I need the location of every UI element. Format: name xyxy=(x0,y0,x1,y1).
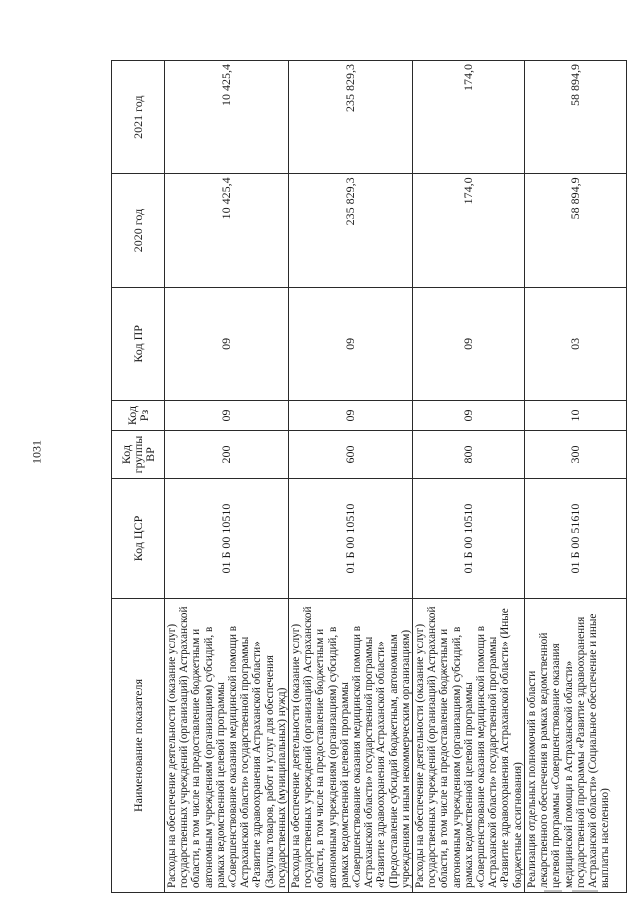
cell-pr: 09 xyxy=(289,287,413,400)
scan-mark xyxy=(572,890,598,892)
header-row xyxy=(112,61,165,893)
cell-csr: 01 Б 00 10510 xyxy=(289,479,413,599)
table-row xyxy=(524,61,626,893)
cell-pr: 09 xyxy=(165,287,289,400)
cell-csr: 01 Б 00 51610 xyxy=(524,479,626,599)
cell-2020: 235 829,3 xyxy=(289,174,413,287)
rotated-table-container xyxy=(111,60,612,893)
cell-2020: 10 425,4 xyxy=(165,174,289,287)
header-csr: Код ЦСР xyxy=(112,479,165,599)
cell-pr: 09 xyxy=(413,287,525,400)
cell-rz: 10 xyxy=(524,401,626,431)
cell-2021: 10 425,4 xyxy=(165,61,289,174)
header-rz: Код Рз xyxy=(112,401,165,431)
scan-mark xyxy=(544,890,562,892)
cell-rz: 09 xyxy=(165,401,289,431)
cell-name: Расходы на обеспечение деятельности (оказание услуг) государственных учреждений (организаций) Астраханской области, в том числе на предоставление бюджетным и автономным учреждениям (организациям) субсидий, в рамках ведомственной целевой программы «Совершенствование оказания медицинской помощи в Астраханской области» государственной программы «Развитие здравоохранения Астраханской области» (Предоставление субсидий бюджетным, автономным учреждениям и иным некоммерческим организациям) xyxy=(289,599,413,893)
cell-rz: 09 xyxy=(413,401,525,431)
cell-csr: 01 Б 00 10510 xyxy=(413,479,525,599)
cell-2021: 58 894,9 xyxy=(524,61,626,174)
header-2021: 2021 год xyxy=(112,61,165,174)
header-vr: Код группы ВР xyxy=(112,431,165,479)
cell-2020: 58 894,9 xyxy=(524,174,626,287)
header-name: Наименование показателя xyxy=(112,599,165,893)
table-row xyxy=(289,61,413,893)
header-pr: Код ПР xyxy=(112,287,165,400)
header-2020: 2020 год xyxy=(112,174,165,287)
cell-pr: 03 xyxy=(524,287,626,400)
cell-2021: 174,0 xyxy=(413,61,525,174)
cell-2020: 174,0 xyxy=(413,174,525,287)
cell-rz: 09 xyxy=(289,401,413,431)
table-row xyxy=(165,61,289,893)
cell-vr: 200 xyxy=(165,431,289,479)
cell-2021: 235 829,3 xyxy=(289,61,413,174)
cell-vr: 600 xyxy=(289,431,413,479)
budget-table xyxy=(111,60,627,893)
table-row xyxy=(413,61,525,893)
cell-vr: 800 xyxy=(413,431,525,479)
cell-name: Расходы на обеспечение деятельности (оказание услуг) государственных учреждений (организаций) Астраханской области, в том числе на предоставление бюджетным и автономным учреждениям (организациям) субсидий, в рамках ведомственной целевой программы «Совершенствование оказания медицинской помощи в Астраханской области» государственной программы «Развитие здравоохранения Астраханской области» (Иные бюджетные ассигнования) xyxy=(413,599,525,893)
page-number: 1031 xyxy=(29,440,44,464)
cell-name: Реализация отдельных полномочий в области лекарственного обеспечения в рамках ведомственной целевой программы «Совершенствование оказания медицинской помощи в Астраханской области» государственной программы «Развитие здравоохранения Астраханской области» (Социальное обеспечение и иные выплаты населению) xyxy=(524,599,626,893)
cell-csr: 01 Б 00 10510 xyxy=(165,479,289,599)
cell-name: Расходы на обеспечение деятельности (оказание услуг) государственных учреждений (организаций) Астраханской области, в том числе на предоставление бюджетным и автономным учреждениям (организациям) субсидий, в рамках ведомственной целевой программы «Совершенствование оказания медицинской помощи в Астраханской области» государственной программы «Развитие здравоохранения Астраханской области» (Закупка товаров, работ и услуг для обеспечения государственных (муниципальных) нужд) xyxy=(165,599,289,893)
cell-vr: 300 xyxy=(524,431,626,479)
